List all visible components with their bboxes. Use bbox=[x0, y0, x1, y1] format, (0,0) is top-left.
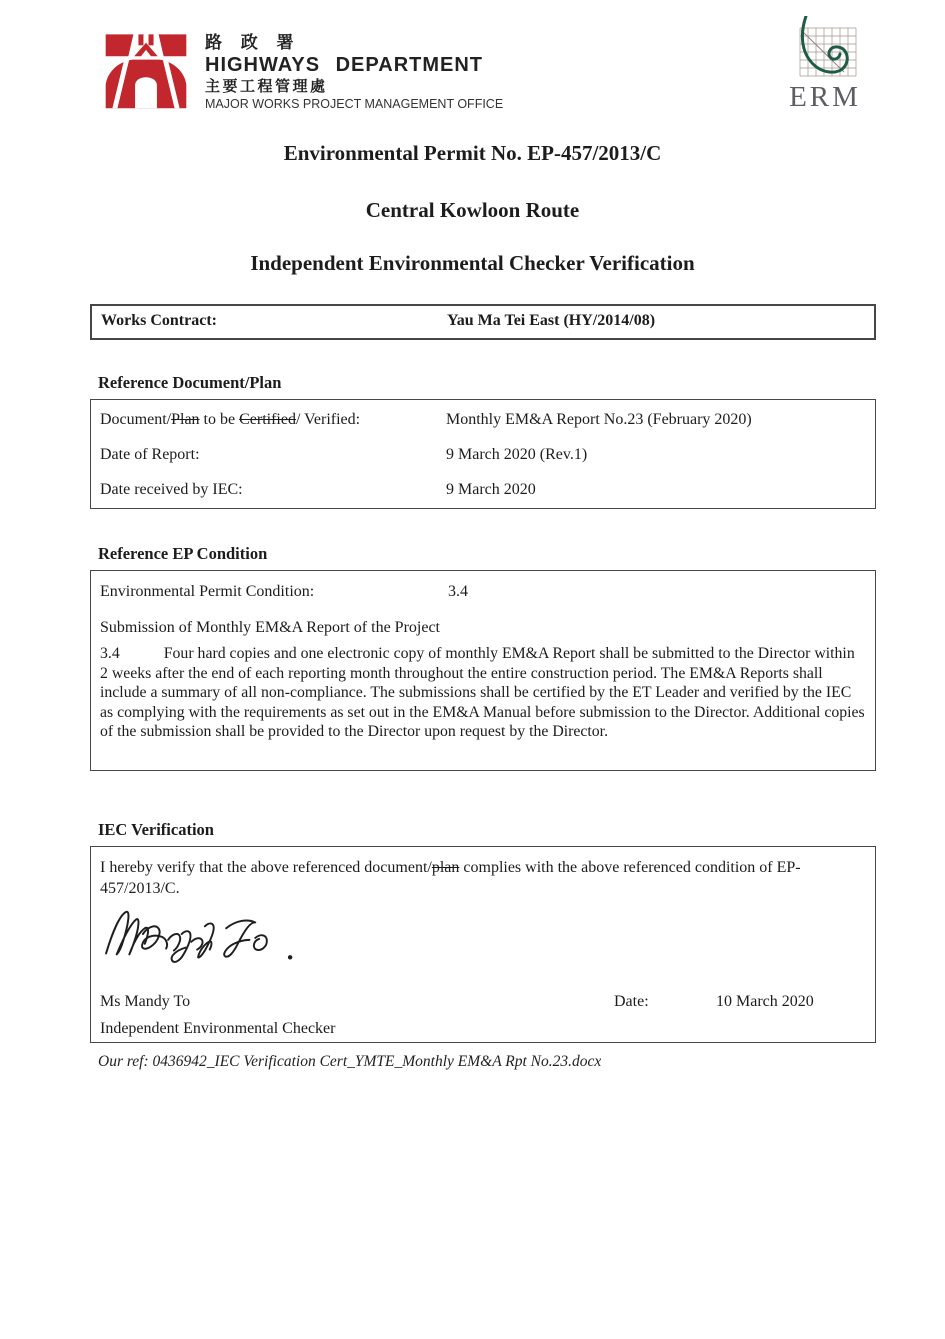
struck-plan: Plan bbox=[171, 411, 200, 428]
date-received-row bbox=[100, 481, 866, 499]
document-row bbox=[100, 411, 866, 429]
reference-document-heading: Reference Document/Plan bbox=[98, 373, 282, 392]
ep-condition-value: 3.4 bbox=[448, 583, 468, 600]
signer-row bbox=[100, 993, 866, 1011]
works-contract-box bbox=[90, 304, 876, 340]
office-name-english: MAJOR WORKS PROJECT MANAGEMENT OFFICE bbox=[205, 97, 504, 111]
clause-text: Four hard copies and one electronic copy of monthly EM&A Report shall be submitted to the Director within 2 weeks after the end of each reporting month throughout the entire construction period. The EM&A Reports shall include a summary of all non-compliance. The submissions shall be certified by the ET Leader and verified by the IEC as complying with the requirements as set out in the EM&A Manual before submission to the Director. Additional copies of the submission shall be provided to the Director upon request by the Director. bbox=[100, 645, 865, 741]
works-contract-label: Works Contract: bbox=[101, 312, 217, 329]
clause-number: 3.4 bbox=[100, 645, 120, 662]
document-label: Document/Plan to be Certified/ Verified: bbox=[100, 411, 361, 428]
highways-department-logo-icon bbox=[104, 31, 188, 110]
ep-condition-subject: Submission of Monthly EM&A Report of the Project bbox=[100, 619, 440, 636]
ep-condition-box bbox=[90, 570, 876, 771]
project-title: Central Kowloon Route bbox=[365, 198, 580, 222]
ep-condition-heading: Reference EP Condition bbox=[98, 544, 268, 563]
date-received-value: 9 March 2020 bbox=[446, 481, 536, 498]
signer-name: Ms Mandy To bbox=[100, 993, 191, 1010]
struck-plan-lower: plan bbox=[431, 859, 460, 876]
date-of-report-row bbox=[100, 446, 866, 464]
department-name-block bbox=[205, 33, 503, 112]
iec-verification-box bbox=[90, 846, 876, 1043]
verification-statement: I hereby verify that the above referenced document/plan complies with the above referenced condition of EP-457/2013/C. bbox=[100, 859, 801, 897]
erm-fern-icon bbox=[788, 16, 862, 82]
works-contract-value: Yau Ma Tei East (HY/2014/08) bbox=[447, 312, 656, 329]
erm-wordmark: ERM bbox=[789, 81, 861, 113]
dept-name-english: HIGHWAYS DEPARTMENT bbox=[205, 54, 484, 76]
our-ref-line: Our ref: 0436942_IEC Verification Cert_YMTE_Monthly EM&A Rpt No.23.docx bbox=[98, 1053, 602, 1070]
date-of-report-label: Date of Report: bbox=[100, 446, 200, 463]
signer-title: Independent Environmental Checker bbox=[100, 1020, 336, 1037]
document-value: Monthly EM&A Report No.23 (February 2020) bbox=[446, 411, 752, 428]
ep-condition-clause bbox=[100, 644, 866, 742]
date-label: Date: bbox=[614, 993, 649, 1010]
iec-verification-heading: IEC Verification bbox=[98, 820, 214, 839]
document-type-title: Independent Environmental Checker Verification bbox=[250, 251, 695, 275]
erm-logo bbox=[786, 16, 864, 112]
date-of-report-value: 9 March 2020 (Rev.1) bbox=[446, 446, 588, 463]
ep-condition-label: Environmental Permit Condition: bbox=[100, 583, 315, 600]
reference-document-box bbox=[90, 399, 876, 509]
signature-image bbox=[99, 905, 334, 972]
date-received-label: Date received by IEC: bbox=[100, 481, 243, 498]
ep-condition-row bbox=[100, 583, 866, 601]
struck-certified: Certified bbox=[239, 411, 296, 428]
date-value: 10 March 2020 bbox=[716, 993, 814, 1010]
office-name-chinese: 主要工程管理處 bbox=[205, 78, 328, 95]
permit-number-title: Environmental Permit No. EP-457/2013/C bbox=[283, 141, 662, 165]
dept-name-chinese: 路 政 署 bbox=[205, 33, 301, 52]
